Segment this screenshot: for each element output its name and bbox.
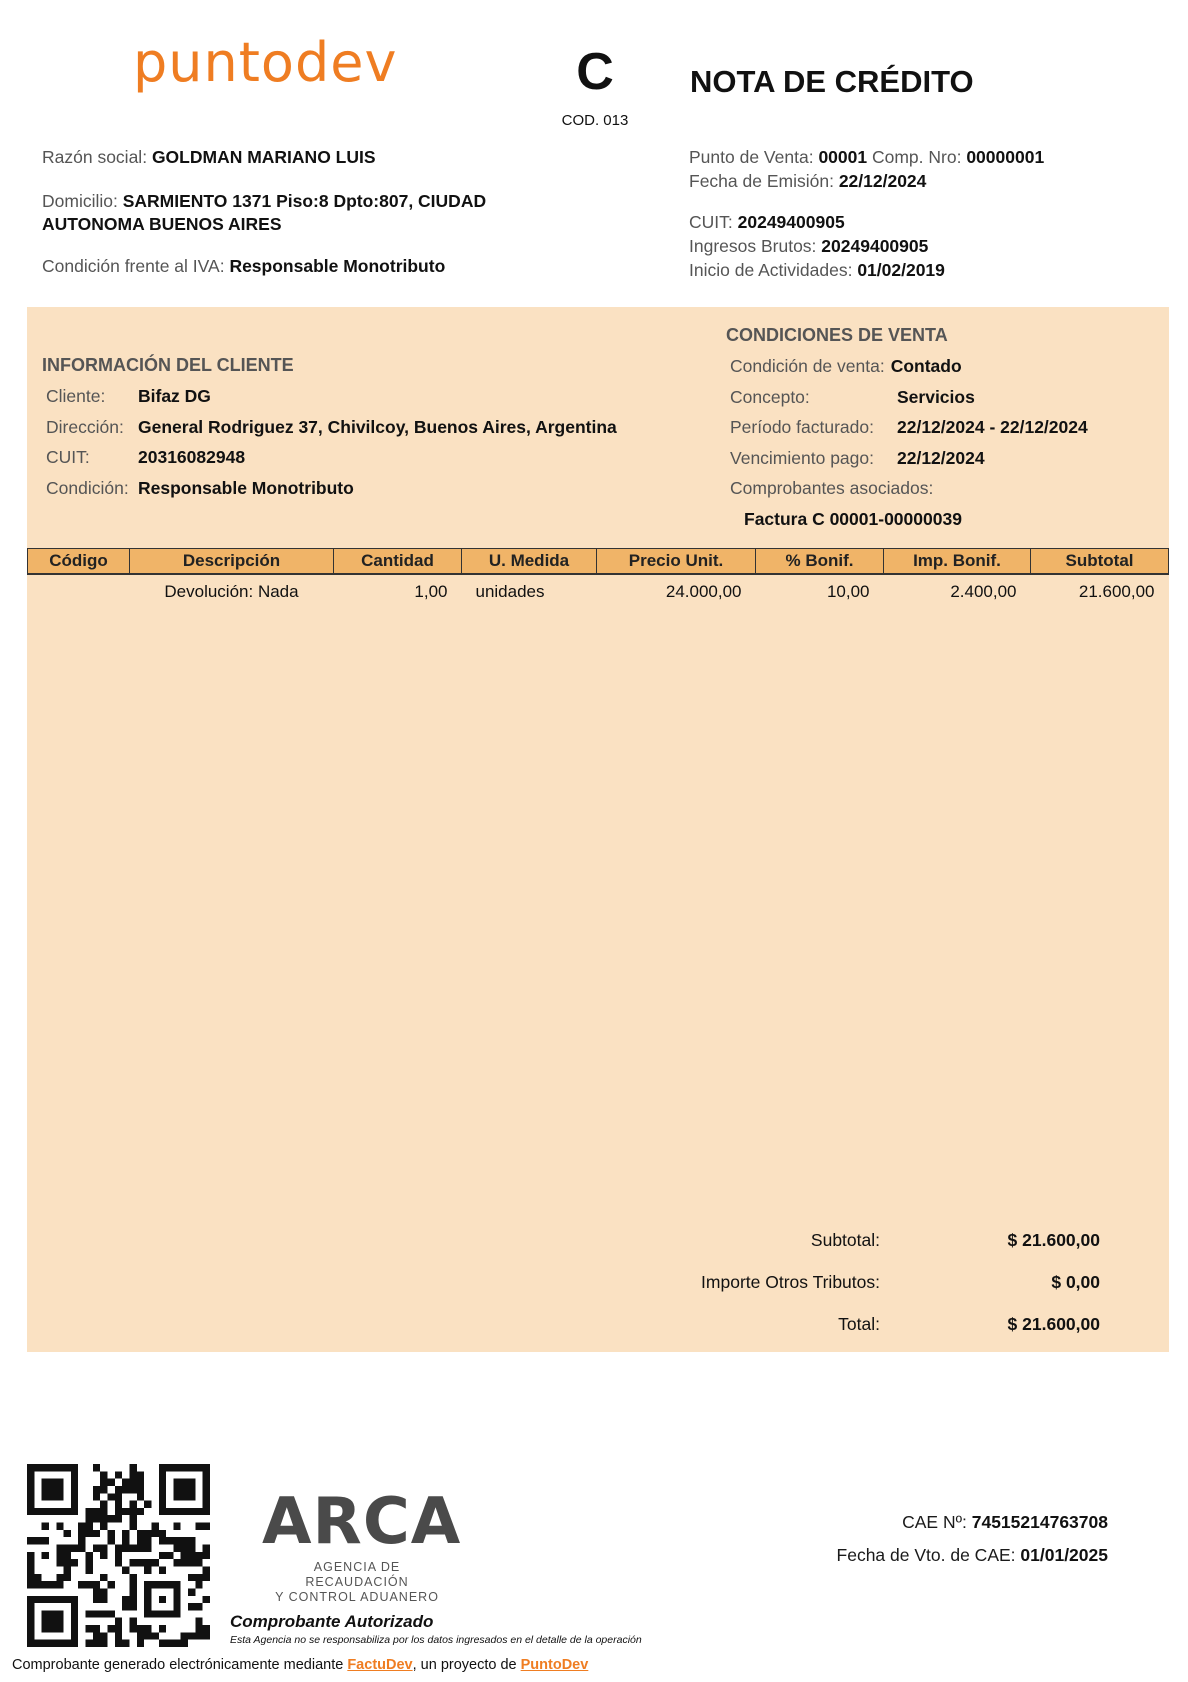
- items-table: [27, 548, 1169, 609]
- document-meta: [689, 146, 1149, 282]
- iva-label: Condición frente al IVA:: [42, 255, 225, 276]
- otros-tributos-value: $ 0,00: [1051, 1272, 1100, 1292]
- domicilio-value-line2: AUTONOMA BUENOS AIRES: [42, 214, 282, 235]
- cae-value: 74515214763708: [971, 1512, 1108, 1532]
- otros-tributos-row: [520, 1272, 1100, 1314]
- cliente-value: Bifaz DG: [138, 386, 211, 406]
- sale-conditions: [730, 351, 1088, 534]
- cuit-label: CUIT:: [689, 212, 733, 233]
- client-cuit-value: 20316082948: [138, 447, 246, 467]
- inicio-actividades-value: 01/02/2019: [857, 259, 945, 280]
- client-section-title: INFORMACIÓN DEL CLIENTE: [42, 355, 294, 375]
- inicio-actividades-row: [689, 259, 1149, 283]
- domicilio-value-line1: SARMIENTO 1371 Piso:8 Dpto:807, CIUDAD: [122, 190, 487, 211]
- cae-row: [837, 1506, 1108, 1539]
- cae-info: [837, 1506, 1108, 1572]
- generated-by-prefix: Comprobante generado electrónicamente mediante: [12, 1657, 344, 1673]
- direccion-value: General Rodriguez 37, Chivilcoy, Buenos Aires, Argentina: [138, 416, 617, 437]
- factudev-link[interactable]: FactuDev: [347, 1657, 413, 1673]
- total-row: [520, 1314, 1100, 1356]
- client-condicion-value: Responsable Monotributo: [138, 477, 354, 498]
- cell-codigo: [28, 574, 130, 609]
- periodo-row: [730, 412, 1088, 443]
- client-info: [46, 381, 617, 503]
- cell-u-medida: unidades: [475, 582, 545, 601]
- punto-venta-row: [689, 146, 1149, 170]
- condicion-venta-value: Contado: [890, 356, 962, 376]
- concepto-label: Concepto:: [730, 386, 810, 407]
- total-label: Total:: [838, 1314, 880, 1334]
- issuer-info: [42, 146, 562, 295]
- concepto-row: [730, 382, 1088, 413]
- comp-nro-label: Comp. Nro:: [871, 147, 962, 167]
- arca-wordmark: ARCA: [262, 1485, 462, 1559]
- arca-subtitle-line2: Y CONTROL ADUANERO: [275, 1590, 439, 1604]
- cae-vto-label: Fecha de Vto. de CAE:: [836, 1545, 1016, 1565]
- arca-subtitle: [262, 1560, 452, 1605]
- razon-social-value: GOLDMAN MARIANO LUIS: [151, 147, 376, 167]
- col-codigo: Código: [28, 549, 130, 575]
- iva-value: Responsable Monotributo: [229, 255, 446, 276]
- table-row: [28, 574, 1169, 609]
- inicio-actividades-label: Inicio de Actividades:: [689, 259, 853, 280]
- punto-venta-value: 00001: [818, 147, 868, 167]
- razon-social-row: [42, 146, 562, 170]
- vencimiento-label: Vencimiento pago:: [730, 447, 874, 468]
- direccion-row: [46, 412, 617, 443]
- fecha-emision-label: Fecha de Emisión:: [689, 170, 834, 191]
- col-u-medida: U. Medida: [462, 549, 597, 575]
- periodo-value: 22/12/2024 - 22/12/2024: [897, 417, 1088, 437]
- col-precio-unit: Precio Unit.: [597, 549, 756, 575]
- cell-cantidad: 1,00: [414, 582, 448, 601]
- asociado-value: Factura C 00001-00000039: [744, 508, 962, 529]
- invoice-letter: C: [576, 43, 614, 101]
- invoice-code: COD. 013: [561, 112, 629, 129]
- authorized-disclaimer: Esta Agencia no se responsabiliza por los datos ingresados en el detalle de la operación: [230, 1634, 642, 1646]
- asociados-row: [730, 473, 1088, 504]
- col-cantidad: Cantidad: [334, 549, 462, 575]
- asociados-label: Comprobantes asociados:: [730, 478, 934, 498]
- concepto-value: Servicios: [897, 386, 975, 407]
- punto-venta-label: Punto de Venta:: [689, 147, 814, 167]
- condicion-venta-label: Condición de venta:: [730, 356, 885, 376]
- ingresos-brutos-value: 20249400905: [821, 235, 929, 256]
- qr-code-icon: [27, 1464, 210, 1647]
- subtotal-value: $ 21.600,00: [1007, 1230, 1100, 1250]
- generated-by-middle: , un proyecto de: [412, 1657, 517, 1673]
- iva-row: [42, 255, 562, 279]
- document-title: NOTA DE CRÉDITO: [690, 64, 974, 99]
- col-imp-bonif: Imp. Bonif.: [884, 549, 1031, 575]
- cliente-label: Cliente:: [46, 386, 106, 406]
- fecha-emision-value: 22/12/2024: [838, 170, 927, 191]
- col-pct-bonif: % Bonif.: [756, 549, 884, 575]
- direccion-label: Dirección:: [46, 416, 124, 437]
- cliente-row: [46, 381, 617, 412]
- puntodev-link[interactable]: PuntoDev: [520, 1657, 589, 1673]
- periodo-label: Período facturado:: [730, 417, 874, 437]
- cae-label: CAE Nº:: [902, 1512, 967, 1532]
- domicilio-row: [42, 190, 562, 237]
- arca-subtitle-line1: AGENCIA DE RECAUDACIÓN: [305, 1560, 409, 1589]
- cell-pct-bonif: 10,00: [826, 582, 870, 601]
- cell-descripcion: Devolución: Nada: [164, 582, 299, 601]
- generated-by-note: [12, 1657, 588, 1673]
- vencimiento-value: 22/12/2024: [897, 447, 985, 468]
- fecha-emision-row: [689, 170, 1149, 194]
- cell-precio-unit: 24.000,00: [665, 582, 742, 601]
- cuit-value: 20249400905: [737, 212, 845, 233]
- condicion-venta-row: [730, 351, 1088, 382]
- totals: [520, 1230, 1100, 1356]
- col-descripcion: Descripción: [130, 549, 334, 575]
- client-condicion-label: Condición:: [46, 477, 129, 498]
- ingresos-brutos-label: Ingresos Brutos:: [689, 235, 817, 256]
- table-header-row: [28, 549, 1169, 575]
- cae-vto-row: [837, 1539, 1108, 1572]
- sale-section-title: CONDICIONES DE VENTA: [726, 325, 948, 345]
- cuit-row: [689, 211, 1149, 235]
- client-cuit-row: [46, 442, 617, 473]
- subtotal-label: Subtotal:: [810, 1230, 880, 1250]
- col-subtotal: Subtotal: [1031, 549, 1169, 575]
- authorized-title: Comprobante Autorizado: [230, 1612, 434, 1631]
- ingresos-brutos-row: [689, 235, 1149, 259]
- total-value: $ 21.600,00: [1007, 1314, 1100, 1334]
- cae-vto-value: 01/01/2025: [1020, 1545, 1108, 1565]
- client-condicion-row: [46, 473, 617, 504]
- comp-nro-value: 00000001: [966, 147, 1045, 167]
- puntodev-logo: puntodev: [133, 31, 398, 94]
- cell-imp-bonif: 2.400,00: [950, 582, 1017, 601]
- client-cuit-label: CUIT:: [46, 447, 90, 467]
- asociado-row: [730, 504, 1088, 535]
- otros-tributos-label: Importe Otros Tributos:: [701, 1272, 880, 1292]
- razon-social-label: Razón social:: [42, 147, 148, 167]
- subtotal-row: [520, 1230, 1100, 1272]
- arca-logo-icon: [262, 1485, 462, 1605]
- domicilio-label: Domicilio:: [42, 190, 118, 211]
- vencimiento-row: [730, 443, 1088, 474]
- cell-subtotal: 21.600,00: [1078, 582, 1155, 601]
